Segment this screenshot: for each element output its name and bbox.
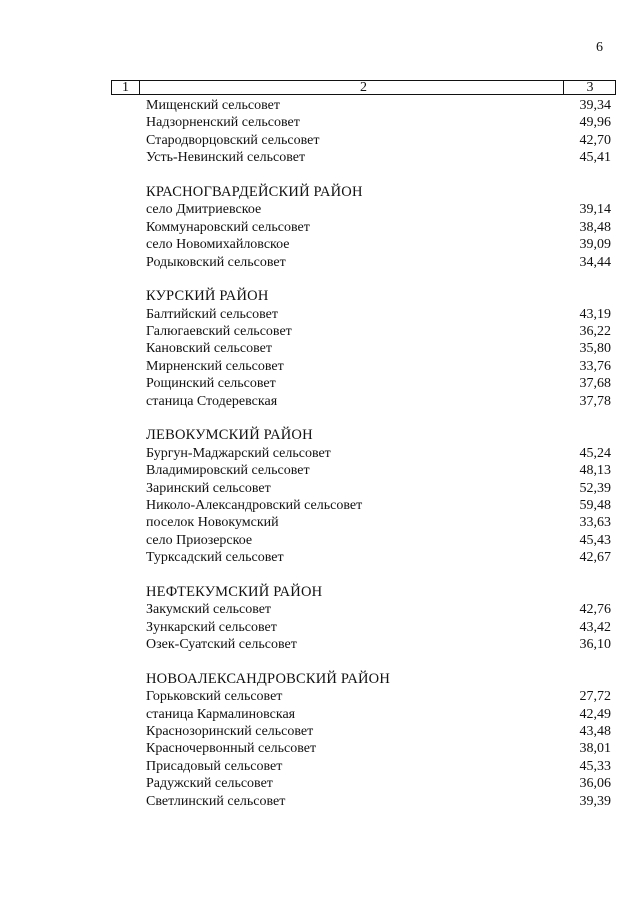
table-row	[146, 97, 611, 114]
table-row	[146, 549, 611, 566]
table-row	[146, 340, 611, 357]
settlement-value: 45,43	[579, 532, 611, 548]
settlement-value: 33,76	[579, 358, 611, 374]
settlement-value: 39,09	[579, 237, 611, 253]
district-group	[146, 97, 611, 167]
settlement-name: станица Кармалиновская	[146, 706, 296, 722]
settlement-value: 38,01	[579, 741, 611, 757]
settlement-name: Присадовый сельсовет	[146, 758, 283, 774]
table-row	[146, 114, 611, 131]
settlement-name: Озек-Суатский сельсовет	[146, 637, 297, 653]
table-row	[146, 375, 611, 392]
table-row	[146, 619, 611, 636]
table-row	[146, 480, 611, 497]
settlement-value: 38,48	[579, 219, 611, 235]
settlement-name: село Приозерское	[146, 532, 253, 548]
settlement-value: 59,48	[579, 497, 611, 513]
district-group	[146, 288, 611, 410]
table-row	[146, 793, 611, 810]
district-group	[146, 427, 611, 566]
table-row	[146, 636, 611, 653]
settlement-value: 45,33	[579, 758, 611, 774]
table-row	[146, 601, 611, 618]
table-row	[146, 149, 611, 166]
settlement-name: Владимировский сельсовет	[146, 463, 310, 479]
settlement-name: Красночервонный сельсовет	[146, 741, 317, 757]
settlement-value: 48,13	[579, 463, 611, 479]
settlement-value: 27,72	[579, 689, 611, 705]
table-row	[146, 688, 611, 705]
district-heading: НОВОАЛЕКСАНДРОВСКИЙ РАЙОН	[146, 670, 391, 687]
table-row	[146, 393, 611, 410]
settlement-name: Усть-Невинский сельсовет	[146, 150, 306, 166]
settlement-name: Николо-Александровский сельсовет	[146, 497, 363, 513]
table-row	[146, 775, 611, 792]
header-col-2: 2	[360, 80, 367, 95]
settlement-value: 43,48	[579, 724, 611, 740]
settlement-name: Коммунаровский сельсовет	[146, 219, 310, 235]
table-row	[146, 358, 611, 375]
header-col-3: 3	[586, 80, 594, 95]
table-row	[146, 514, 611, 531]
district-heading: КРАСНОГВАРДЕЙСКИЙ РАЙОН	[146, 183, 363, 200]
table-row	[146, 132, 611, 149]
district-group	[146, 671, 611, 810]
settlement-value: 36,22	[579, 324, 611, 340]
settlement-value: 42,49	[579, 706, 611, 722]
settlement-value: 37,68	[579, 376, 611, 392]
header-divider	[139, 81, 140, 94]
settlement-name: Горьковский сельсовет	[146, 689, 283, 705]
district-heading: ЛЕВОКУМСКИЙ РАЙОН	[146, 427, 313, 444]
settlement-name: Рощинский сельсовет	[146, 376, 276, 392]
table-row	[146, 497, 611, 514]
settlement-value: 42,76	[579, 602, 611, 618]
table-header	[111, 80, 616, 95]
district-group	[146, 184, 611, 271]
table-body	[146, 97, 611, 810]
settlement-value: 42,70	[579, 132, 611, 148]
settlement-value: 36,06	[579, 776, 611, 792]
table-row	[146, 706, 611, 723]
settlement-name: село Новомихайловское	[146, 237, 290, 253]
settlement-name: Зункарский сельсовет	[146, 619, 277, 635]
settlement-name: Стародворцовский сельсовет	[146, 132, 320, 148]
settlement-name: Радужский сельсовет	[146, 776, 273, 792]
settlement-name: Кановский сельсовет	[146, 341, 272, 357]
settlement-name: Закумский сельсовет	[146, 602, 272, 618]
header-divider	[563, 81, 564, 94]
settlement-name: Мищенский сельсовет	[146, 98, 280, 113]
settlement-value: 33,63	[579, 515, 611, 531]
settlement-name: Родыковский сельсовет	[146, 254, 286, 270]
table-row	[146, 445, 611, 462]
settlement-name: Мирненский сельсовет	[146, 358, 284, 374]
settlement-name: Балтийский сельсовет	[146, 306, 279, 322]
table-row	[146, 723, 611, 740]
settlement-value: 43,42	[579, 619, 611, 635]
settlement-name: Надзорненский сельсовет	[146, 115, 300, 131]
settlement-value: 45,41	[579, 150, 611, 166]
settlement-name: поселок Новокумский	[146, 515, 279, 531]
table-row	[146, 254, 611, 271]
table-row	[146, 462, 611, 479]
settlement-value: 42,67	[579, 550, 611, 566]
settlement-value: 37,78	[579, 393, 611, 409]
header-col-1: 1	[122, 80, 129, 95]
table-row	[146, 740, 611, 757]
table-row	[146, 219, 611, 236]
settlement-name: Галюгаевский сельсовет	[146, 324, 292, 340]
table-row	[146, 306, 611, 323]
settlement-name: станица Стодеревская	[146, 393, 278, 409]
settlement-name: Светлинский сельсовет	[146, 793, 286, 809]
settlement-value: 36,10	[579, 637, 611, 653]
settlement-name: Заринский сельсовет	[146, 480, 271, 496]
page-number: 6	[596, 40, 603, 55]
settlement-value: 35,80	[579, 341, 611, 357]
table-row	[146, 323, 611, 340]
district-heading: НЕФТЕКУМСКИЙ РАЙОН	[146, 583, 323, 600]
settlement-value: 49,96	[579, 115, 611, 131]
settlement-name: Краснозоринский сельсовет	[146, 724, 314, 740]
settlement-value: 43,19	[579, 306, 611, 322]
settlement-value: 52,39	[579, 480, 611, 496]
table-row	[146, 201, 611, 218]
table-row	[146, 532, 611, 549]
district-group	[146, 584, 611, 654]
table-row	[146, 758, 611, 775]
settlement-name: Бургун-Маджарский сельсовет	[146, 445, 331, 461]
settlement-name: Турксадский сельсовет	[146, 550, 284, 566]
settlement-value: 34,44	[579, 254, 611, 270]
district-heading: КУРСКИЙ РАЙОН	[146, 288, 269, 305]
settlement-name: село Дмитриевское	[146, 202, 262, 218]
settlement-value: 39,39	[579, 793, 611, 809]
settlement-value: 39,14	[579, 202, 611, 218]
settlement-value: 39,34	[579, 98, 611, 113]
settlement-value: 45,24	[579, 445, 611, 461]
table-row	[146, 236, 611, 253]
